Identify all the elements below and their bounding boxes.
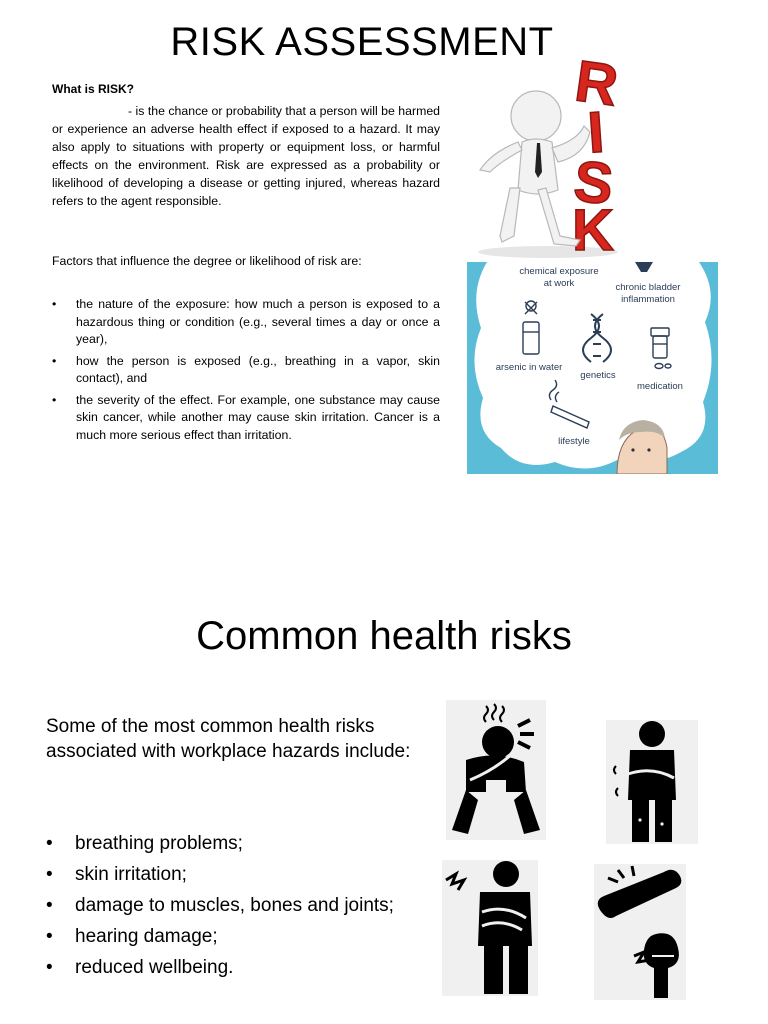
label-chemical-exposure: chemical exposure at work	[519, 266, 599, 289]
health-risk-item: • reduced wellbeing.	[46, 952, 394, 983]
factor-item: • how the person is exposed (e.g., breathing in a vapor, skin contact), and	[52, 353, 440, 388]
risk-factors-card	[467, 262, 718, 474]
health-risk-item: • breathing problems;	[46, 828, 394, 859]
health-risk-item: • hearing damage;	[46, 921, 394, 952]
stomach-ache-person-icon	[606, 720, 698, 844]
risk-letter-r: R	[571, 48, 622, 119]
what-is-risk-heading: What is RISK?	[52, 82, 135, 96]
slide1-title: RISK ASSESSMENT	[170, 20, 554, 64]
coughing-person-icon	[446, 700, 546, 840]
risk-man-illustration	[460, 40, 652, 262]
risk-letter-i: I	[585, 99, 607, 166]
risk-definition-paragraph: - is the chance or probability that a person will be harmed or experience an adverse health effect if exposed to a hazard. It may also apply to situations with property or equipment loss, or harmful effects on the environment. Risk are expressed as a probability or likelihood of developing a disease or getting injured, whereas hazard refers to the agent responsible.	[52, 104, 440, 208]
health-risk-item: • skin irritation;	[46, 859, 394, 890]
factor-list	[52, 296, 440, 448]
risk-letter-k: K	[572, 198, 614, 262]
factors-intro-text: Factors that influence the degree or likelihood of risk are:	[52, 254, 362, 268]
label-genetics: genetics	[580, 370, 616, 381]
slide2-title: Common health risks	[196, 614, 572, 658]
chest-pain-person-icon	[442, 860, 538, 996]
factor-item: • the severity of the effect. For example, one substance may cause skin cancer, while another may cause skin irritation. Cancer is a much more serious effect than irritation.	[52, 392, 440, 445]
factor-item: • the nature of the exposure: how much a person is exposed to a hazardous thing or condition (e.g., several times a day or once a year),	[52, 296, 440, 349]
common-risks-intro: Some of the most common health risks associated with workplace hazards include:	[46, 716, 411, 762]
broken-bone-knee-icon	[594, 864, 686, 1000]
label-arsenic: arsenic in water	[495, 362, 563, 373]
health-risk-item: • damage to muscles, bones and joints;	[46, 890, 394, 921]
risk-letter-s: S	[570, 148, 617, 218]
label-chronic-bladder: chronic bladder inflammation	[615, 282, 681, 305]
label-lifestyle: lifestyle	[558, 436, 590, 447]
label-medication: medication	[637, 381, 683, 392]
health-risk-list	[46, 828, 394, 983]
